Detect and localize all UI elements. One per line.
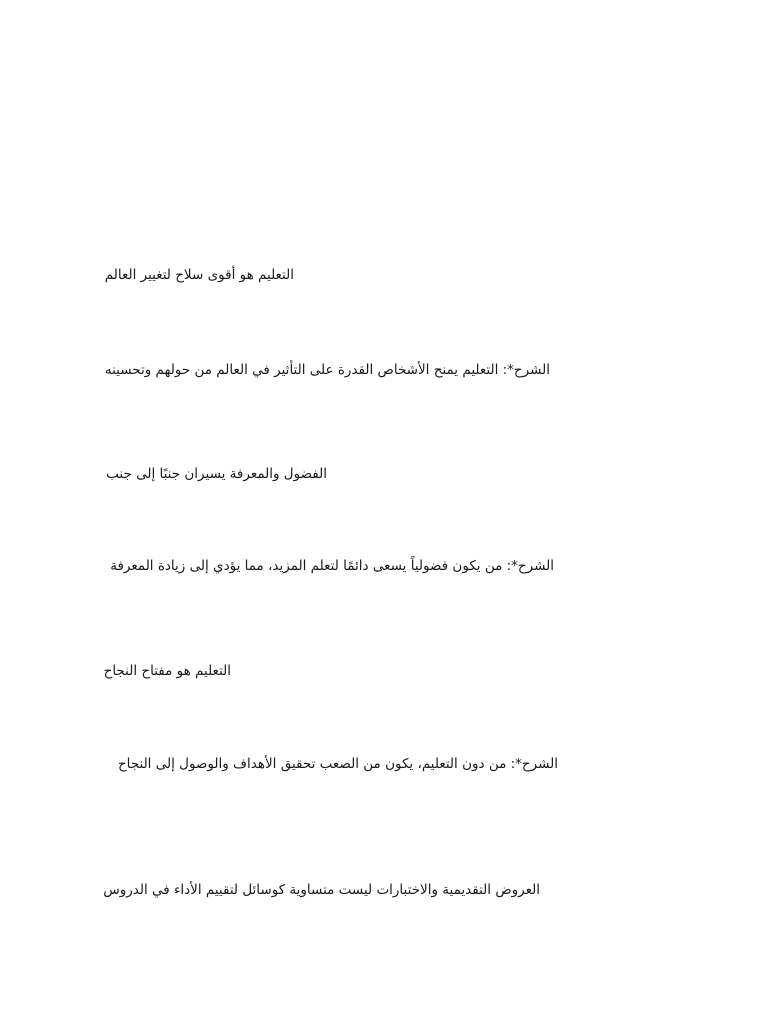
statement-2: الفضول والمعرفة يسيران جنبًا إلى جنب [106, 466, 327, 482]
explanation-2: الشرح*: من يكون فضولياً يسعى دائمًا لتعلم المزيد، مما يؤدي إلى زيادة المعرفة [110, 558, 554, 574]
explanation-3: الشرح*: من دون التعليم، يكون من الصعب تحقيق الأهداف والوصول إلى النجاح [117, 756, 558, 772]
statement-1: التعليم هو أقوى سلاح لتغيير العالم [104, 267, 294, 283]
statement-3: التعليم هو مفتاح النجاح [103, 663, 231, 679]
explanation-1: الشرح*: التعليم يمنح الأشخاص القدرة على التأثير في العالم من حولهم وتحسينه [104, 362, 550, 378]
statement-4: العروض التقديمية والاختبارات ليست متساوية كوسائل لتقييم الأداء في الدروس [103, 882, 540, 898]
